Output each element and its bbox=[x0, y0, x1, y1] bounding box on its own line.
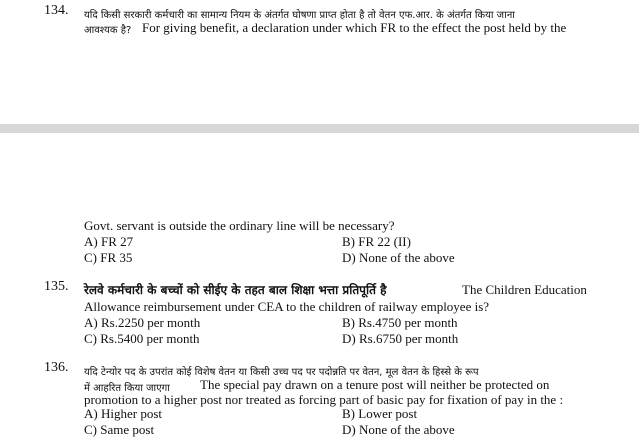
question-text-hindi-cont: आवश्यक है? bbox=[84, 25, 132, 36]
option-a: A) Rs.2250 per month bbox=[84, 315, 201, 330]
question-text-english-cont: Allowance reimbursement under CEA to the children of railway employee is? bbox=[84, 299, 490, 314]
option-d: D) None of the above bbox=[342, 250, 455, 265]
option-d: D) None of the above bbox=[342, 422, 455, 437]
option-b: B) FR 22 (II) bbox=[342, 234, 411, 249]
question-text-hindi-cont: में आहरित किया जाएगा bbox=[84, 383, 170, 394]
question-text-hindi: यदि टेन्योर पद के उपरांत कोई विशेष वेतन या किसी उच्च पद पर पदोन्नति पर वेतन, मूल वेतन के हिस्से के रूप bbox=[84, 367, 479, 378]
question-number: 135. bbox=[44, 279, 69, 294]
option-a: A) Higher post bbox=[84, 406, 162, 421]
option-b: B) Lower post bbox=[342, 406, 418, 421]
page-divider bbox=[0, 124, 639, 133]
question-text-english-cont: promotion to a higher post nor treated as forcing part of basic pay for fixation of pay in the : bbox=[84, 392, 564, 407]
question-number: 136. bbox=[44, 360, 69, 375]
question-text-english: The Children Education bbox=[462, 282, 587, 297]
question-text-english-cont: Govt. servant is outside the ordinary line will be necessary? bbox=[84, 218, 395, 233]
option-c: C) FR 35 bbox=[84, 250, 133, 265]
question-number: 134. bbox=[44, 3, 69, 18]
question-text-hindi: रेलवे कर्मचारी के बच्चों को सीईए के तहत बाल शिक्षा भत्ता प्रतिपूर्ति है bbox=[84, 283, 387, 297]
option-d: D) Rs.6750 per month bbox=[342, 331, 459, 346]
question-text-english: The special pay drawn on a tenure post will neither be protected on bbox=[200, 377, 550, 392]
option-c: C) Same post bbox=[84, 422, 155, 437]
option-a: A) FR 27 bbox=[84, 234, 134, 249]
question-text-hindi: यदि किसी सरकारी कर्मचारी का सामान्य नियम के अंतर्गत घोषणा प्राप्त होता है तो वेतन एफ.आर. के अंतर्गत किया जाना bbox=[84, 10, 515, 21]
option-b: B) Rs.4750 per month bbox=[342, 315, 458, 330]
question-text-english: For giving benefit, a declaration under which FR to the effect the post held by the bbox=[142, 20, 567, 35]
option-c: C) Rs.5400 per month bbox=[84, 331, 200, 346]
